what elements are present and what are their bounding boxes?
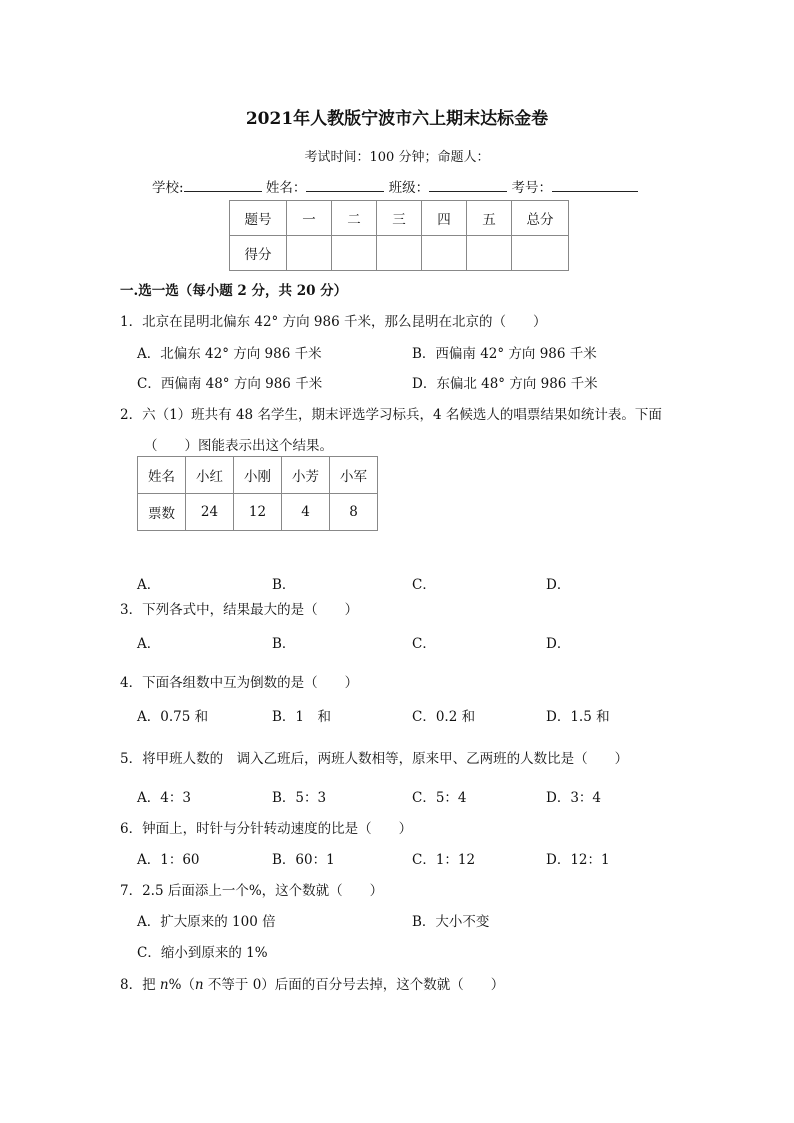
question-3-stem: 3．下列各式中，结果最大的是（ ）: [120, 602, 359, 618]
question-6-stem: 6．钟面上，时针与分针转动速度的比是（ ）: [120, 821, 413, 837]
score-cell[interactable]: [467, 236, 512, 271]
school-blank[interactable]: [184, 177, 262, 192]
question-4-stem: 4．下面各组数中互为倒数的是（ ）: [120, 675, 359, 691]
score-cell[interactable]: [377, 236, 422, 271]
score-cell[interactable]: [512, 236, 569, 271]
question-4-option-d[interactable]: D．1.5 和: [546, 709, 610, 725]
question-8-stem-mid: %（: [168, 977, 195, 993]
question-1-option-c[interactable]: C．西偏南 48° 方向 986 千米: [137, 376, 323, 392]
score-table-header-row: [230, 201, 569, 236]
vote-row-label: 票数: [138, 494, 186, 531]
question-5-option-d[interactable]: D．3：4: [546, 790, 602, 806]
question-3-option-d[interactable]: D．: [546, 636, 571, 652]
question-1-option-a[interactable]: A．北偏东 42° 方向 986 千米: [137, 346, 322, 362]
variable-n: n: [194, 977, 204, 993]
question-2-stem: 2．六（1）班共有 48 名学生，期末评选学习标兵，4 名候选人的唱票结果如统计表。下面: [120, 407, 662, 423]
question-1-stem: 1．北京在昆明北偏东 42° 方向 986 千米，那么昆明在北京的（ ）: [120, 314, 547, 330]
student-info-line: [152, 176, 638, 196]
variable-n: n: [159, 977, 169, 993]
vote-header-cell: 小军: [330, 457, 378, 494]
question-6-option-d[interactable]: D．12：1: [546, 852, 610, 868]
score-header-cell: 题号: [230, 201, 287, 236]
question-8-stem-end: 不等于 0）后面的百分号去掉，这个数就（ ）: [203, 977, 505, 993]
vote-table-header-row: [138, 457, 378, 494]
vote-value-cell: 4: [282, 494, 330, 531]
score-table-score-row: [230, 236, 569, 271]
question-6-option-b[interactable]: B．60：1: [272, 852, 335, 868]
vote-value-cell: 12: [234, 494, 282, 531]
question-3-option-b[interactable]: B．: [272, 636, 296, 652]
number-blank[interactable]: [552, 177, 638, 192]
section-heading: 一.选一选（每小题 2 分，共 20 分）: [120, 283, 348, 299]
question-7-option-a[interactable]: A．扩大原来的 100 倍: [137, 914, 276, 930]
question-2-option-c[interactable]: C．: [412, 577, 436, 593]
vote-value-cell: 24: [186, 494, 234, 531]
score-header-cell: 一: [287, 201, 332, 236]
question-4-option-b[interactable]: B．1 和: [272, 709, 332, 725]
school-label: 学校:: [152, 180, 184, 196]
score-cell[interactable]: [287, 236, 332, 271]
vote-header-cell: 小芳: [282, 457, 330, 494]
question-3-option-a[interactable]: A．: [137, 636, 161, 652]
question-5-option-a[interactable]: A．4：3: [137, 790, 191, 806]
exam-subtitle: 考试时间：100 分钟；命题人：: [304, 150, 490, 165]
question-5-stem: 5．将甲班人数的 调入乙班后，两班人数相等，原来甲、乙两班的人数比是（ ）: [120, 751, 629, 767]
question-1-option-d[interactable]: D．东偏北 48° 方向 986 千米: [412, 376, 598, 392]
page-title: 2021年人教版宁波市六上期末达标金卷: [245, 109, 549, 129]
score-table: [229, 200, 569, 271]
question-2-option-b[interactable]: B．: [272, 577, 296, 593]
question-1-option-b[interactable]: B．西偏南 42° 方向 986 千米: [412, 346, 597, 362]
question-5-option-b[interactable]: B．5：3: [272, 790, 327, 806]
score-row-label: 得分: [230, 236, 287, 271]
score-header-cell: 四: [422, 201, 467, 236]
question-5-option-c[interactable]: C．5：4: [412, 790, 467, 806]
score-header-cell: 二: [332, 201, 377, 236]
question-6-option-a[interactable]: A．1：60: [137, 852, 200, 868]
score-header-cell: 五: [467, 201, 512, 236]
class-label: 班级：: [388, 180, 430, 196]
vote-header-cell: 小刚: [234, 457, 282, 494]
vote-table: [137, 456, 378, 531]
question-2-stem-continued: （ ）图能表示出这个结果。: [144, 438, 333, 454]
question-8-stem-start: 8．把: [120, 977, 160, 993]
question-6-option-c[interactable]: C．1：12: [412, 852, 476, 868]
name-label: 姓名：: [265, 180, 307, 196]
question-4-option-a[interactable]: A．0.75 和: [137, 709, 209, 725]
class-blank[interactable]: [429, 177, 507, 192]
score-header-cell: 总分: [512, 201, 569, 236]
question-7-stem: 7．2.5 后面添上一个%，这个数就（ ）: [120, 883, 384, 899]
question-3-option-c[interactable]: C．: [412, 636, 436, 652]
question-2-option-d[interactable]: D．: [546, 577, 571, 593]
name-blank[interactable]: [306, 177, 384, 192]
vote-header-cell: 姓名: [138, 457, 186, 494]
score-cell[interactable]: [422, 236, 467, 271]
score-cell[interactable]: [332, 236, 377, 271]
question-2-option-a[interactable]: A．: [137, 577, 161, 593]
number-label: 考号：: [511, 180, 552, 196]
vote-header-cell: 小红: [186, 457, 234, 494]
score-header-cell: 三: [377, 201, 422, 236]
question-7-option-c[interactable]: C．缩小到原来的 1%: [137, 945, 268, 961]
vote-table-values-row: [138, 494, 378, 531]
vote-value-cell: 8: [330, 494, 378, 531]
question-7-option-b[interactable]: B．大小不变: [412, 914, 490, 930]
question-8-stem: [120, 973, 504, 993]
question-4-option-c[interactable]: C．0.2 和: [412, 709, 476, 725]
